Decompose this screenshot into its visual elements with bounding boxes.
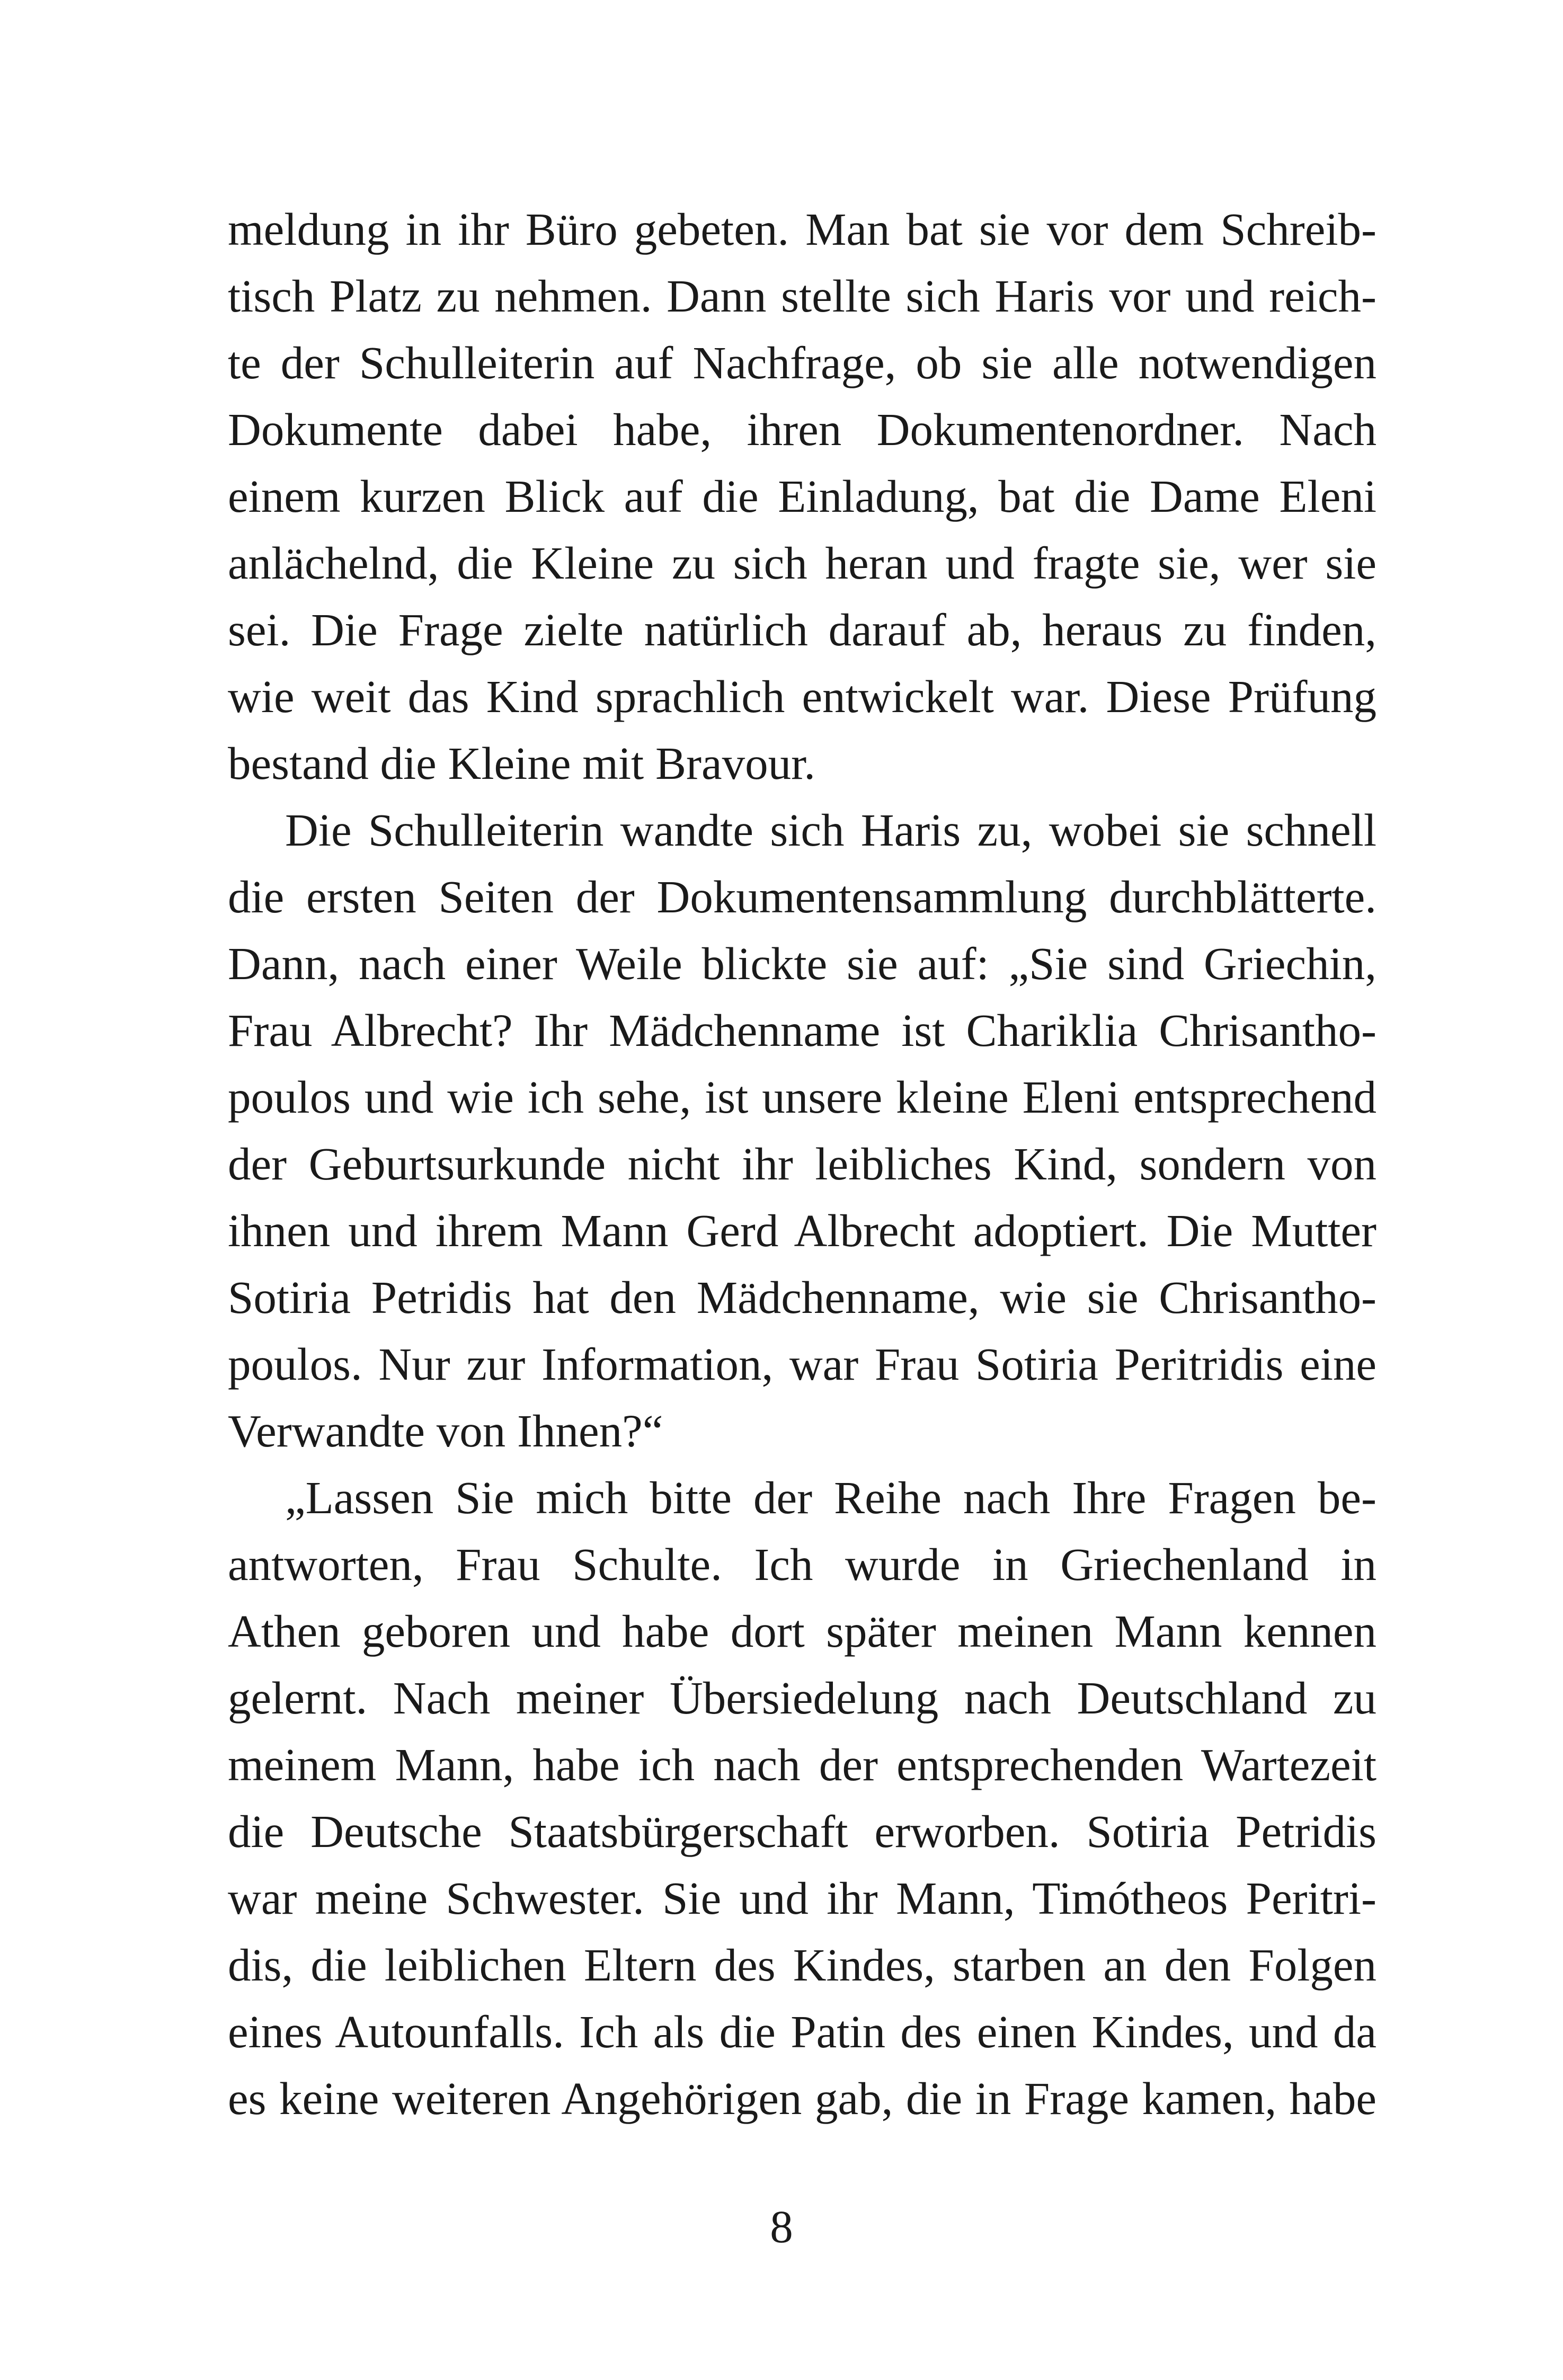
- text-line: Dann, nach einer Weile blickte sie auf: „Sie sind Griechin,: [228, 938, 1376, 989]
- text-line: Frau Albrecht? Ihr Mädchenname ist Chariklia Chrisantho-: [228, 1005, 1376, 1056]
- text-line: wie weit das Kind sprachlich entwickelt war. Diese Prüfung: [228, 671, 1376, 722]
- text-line: „Lassen Sie mich bitte der Reihe nach Ihre Fragen be-: [285, 1472, 1376, 1523]
- text-line: anlächelnd, die Kleine zu sich heran und fragte sie, wer sie: [228, 537, 1376, 589]
- text-line: bestand die Kleine mit Bravour.: [228, 738, 815, 789]
- text-line: antworten, Frau Schulte. Ich wurde in Griechenland in: [228, 1539, 1376, 1590]
- body-text: [228, 196, 1376, 2132]
- text-line: Dokumente dabei habe, ihren Dokumentenordner. Nach: [228, 404, 1376, 455]
- text-line: Sotiria Petridis hat den Mädchenname, wie sie Chrisantho-: [228, 1272, 1376, 1323]
- text-line: es keine weiteren Angehörigen gab, die in Frage kamen, habe: [228, 2073, 1376, 2124]
- text-line: meinem Mann, habe ich nach der entsprechenden Wartezeit: [228, 1739, 1376, 1790]
- text-line: die ersten Seiten der Dokumentensammlung durchblätterte.: [228, 871, 1376, 922]
- text-line: dis, die leiblichen Eltern des Kindes, starben an den Folgen: [228, 1939, 1376, 1991]
- text-line: gelernt. Nach meiner Übersiedelung nach Deutschland zu: [228, 1672, 1376, 1724]
- text-line: Die Schulleiterin wandte sich Haris zu, wobei sie schnell: [285, 804, 1376, 856]
- text-line: ihnen und ihrem Mann Gerd Albrecht adoptiert. Die Mutter: [228, 1205, 1376, 1256]
- text-line: eines Autounfalls. Ich als die Patin des einen Kindes, und da: [228, 2006, 1376, 2057]
- text-line: poulos und wie ich sehe, ist unsere kleine Eleni entsprechend: [228, 1071, 1376, 1123]
- text-line: poulos. Nur zur Information, war Frau Sotiria Peritridis eine: [228, 1338, 1376, 1390]
- text-line: Verwandte von Ihnen?“: [228, 1405, 663, 1457]
- text-line: te der Schulleiterin auf Nachfrage, ob sie alle notwendigen: [228, 337, 1376, 388]
- page-number: 8: [770, 2201, 793, 2252]
- text-line: meldung in ihr Büro gebeten. Man bat sie vor dem Schreib-: [228, 203, 1376, 255]
- text-line: war meine Schwester. Sie und ihr Mann, Timótheos Peritri-: [228, 1872, 1376, 1924]
- text-line: der Geburtsurkunde nicht ihr leibliches Kind, sondern von: [228, 1138, 1376, 1189]
- text-line: die Deutsche Staatsbürgerschaft erworben. Sotiria Petridis: [228, 1806, 1376, 1857]
- text-line: tisch Platz zu nehmen. Dann stellte sich Haris vor und reich-: [228, 270, 1376, 322]
- text-line: Athen geboren und habe dort später meinen Mann kennen: [228, 1605, 1376, 1657]
- text-line: sei. Die Frage zielte natürlich darauf ab, heraus zu finden,: [228, 604, 1376, 655]
- text-line: einem kurzen Blick auf die Einladung, bat die Dame Eleni: [228, 470, 1376, 522]
